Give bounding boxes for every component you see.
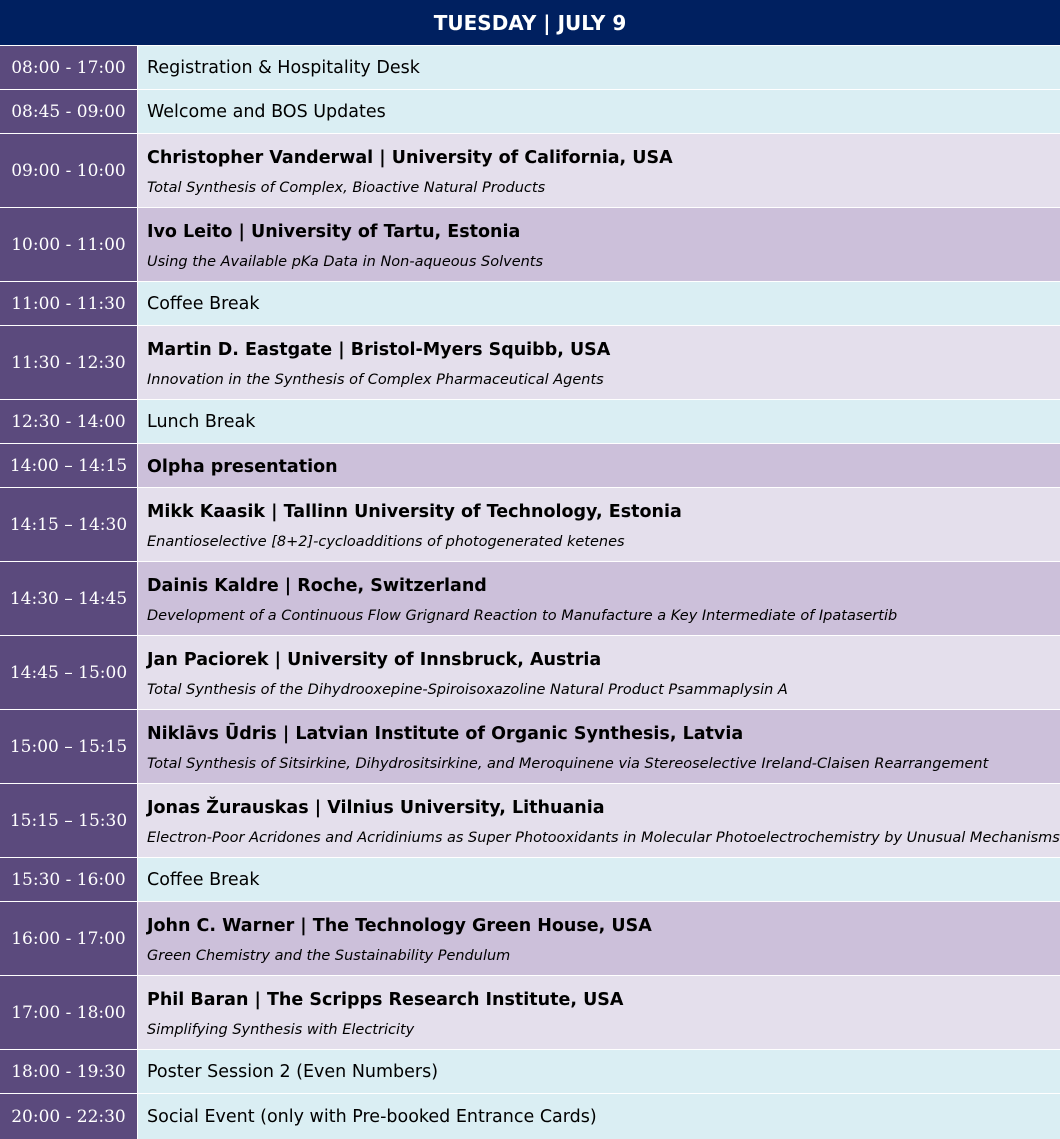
speaker-name: Niklāvs Ūdris | Latvian Institute of Organic Synthesis, Latvia [147, 723, 744, 744]
time-slot: 20:00 - 22:30 [0, 1094, 138, 1139]
speaker-name: Christopher Vanderwal | University of California, USA [147, 147, 673, 168]
session-cell [138, 90, 1060, 133]
schedule-row [0, 976, 1060, 1050]
time-slot: 10:00 - 11:00 [0, 208, 138, 281]
time-slot: 11:00 - 11:30 [0, 282, 138, 325]
schedule-table [0, 46, 1060, 1139]
time-slot: 12:30 - 14:00 [0, 400, 138, 443]
schedule-row [0, 90, 1060, 134]
session-cell [138, 400, 1060, 443]
speaker-name: Dainis Kaldre | Roche, Switzerland [147, 575, 487, 596]
time-slot: 17:00 - 18:00 [0, 976, 138, 1049]
session-cell [138, 784, 1060, 857]
time-slot: 14:00 – 14:15 [0, 444, 138, 487]
session-title: Poster Session 2 (Even Numbers) [147, 1061, 439, 1082]
schedule-row [0, 282, 1060, 326]
session-cell [138, 282, 1060, 325]
time-slot: 15:15 – 15:30 [0, 784, 138, 857]
schedule-day-header [0, 0, 1060, 46]
speaker-name: Mikk Kaasik | Tallinn University of Technology, Estonia [147, 501, 682, 522]
session-cell [138, 134, 1060, 207]
time-slot: 08:45 - 09:00 [0, 90, 138, 133]
session-cell [138, 326, 1060, 399]
session-title: Registration & Hospitality Desk [147, 57, 420, 78]
session-cell [138, 902, 1060, 975]
session-cell [138, 1094, 1060, 1139]
schedule-row [0, 710, 1060, 784]
session-title: Olpha presentation [147, 456, 338, 477]
talk-title: Total Synthesis of Complex, Bioactive Natural Products [147, 179, 546, 196]
schedule-row [0, 444, 1060, 488]
speaker-name: Jan Paciorek | University of Innsbruck, Austria [147, 649, 602, 670]
session-cell [138, 444, 1060, 487]
session-title: Social Event (only with Pre-booked Entrance Cards) [147, 1106, 597, 1127]
talk-title: Using the Available pKa Data in Non-aqueous Solvents [147, 253, 544, 270]
talk-title: Enantioselective [8+2]-cycloadditions of photogenerated ketenes [147, 533, 625, 550]
time-slot: 16:00 - 17:00 [0, 902, 138, 975]
schedule-row [0, 1094, 1060, 1139]
time-slot: 09:00 - 10:00 [0, 134, 138, 207]
talk-title: Green Chemistry and the Sustainability Pendulum [147, 947, 511, 964]
talk-title: Innovation in the Synthesis of Complex Pharmaceutical Agents [147, 371, 604, 388]
session-cell [138, 636, 1060, 709]
session-cell [138, 562, 1060, 635]
time-slot: 08:00 - 17:00 [0, 46, 138, 89]
talk-title: Simplifying Synthesis with Electricity [147, 1021, 415, 1038]
time-slot: 14:45 – 15:00 [0, 636, 138, 709]
talk-title: Total Synthesis of Sitsirkine, Dihydrositsirkine, and Meroquinene via Stereoselective Ireland-Claisen Rearrangement [147, 755, 989, 772]
session-title: Lunch Break [147, 411, 256, 432]
schedule-row [0, 208, 1060, 282]
session-cell [138, 208, 1060, 281]
session-cell [138, 976, 1060, 1049]
page-title: TUESDAY | JULY 9 [433, 10, 627, 35]
talk-title: Electron-Poor Acridones and Acridiniums as Super Photooxidants in Molecular Photoelectrochemistry by Unusual Mechanisms [147, 829, 1060, 846]
speaker-name: Martin D. Eastgate | Bristol-Myers Squibb, USA [147, 339, 611, 360]
time-slot: 15:00 – 15:15 [0, 710, 138, 783]
time-slot: 14:15 – 14:30 [0, 488, 138, 561]
speaker-name: Ivo Leito | University of Tartu, Estonia [147, 221, 521, 242]
speaker-name: Phil Baran | The Scripps Research Institute, USA [147, 989, 624, 1010]
schedule-row [0, 784, 1060, 858]
schedule-row [0, 134, 1060, 208]
time-slot: 15:30 - 16:00 [0, 858, 138, 901]
schedule-row [0, 46, 1060, 90]
session-cell [138, 710, 1060, 783]
schedule-row [0, 562, 1060, 636]
speaker-name: John C. Warner | The Technology Green House, USA [147, 915, 652, 936]
session-cell [138, 1050, 1060, 1093]
schedule-row [0, 902, 1060, 976]
talk-title: Development of a Continuous Flow Grignard Reaction to Manufacture a Key Intermediate of Ipatasertib [147, 607, 898, 624]
time-slot: 11:30 - 12:30 [0, 326, 138, 399]
time-slot: 14:30 – 14:45 [0, 562, 138, 635]
session-title: Welcome and BOS Updates [147, 101, 386, 122]
session-cell [138, 858, 1060, 901]
session-cell [138, 46, 1060, 89]
session-cell [138, 488, 1060, 561]
schedule-row [0, 326, 1060, 400]
schedule-row [0, 1050, 1060, 1094]
schedule-row [0, 858, 1060, 902]
session-title: Coffee Break [147, 869, 260, 890]
schedule-row [0, 488, 1060, 562]
talk-title: Total Synthesis of the Dihydrooxepine-Spiroisoxazoline Natural Product Psammaplysin A [147, 681, 788, 698]
schedule-row [0, 636, 1060, 710]
schedule-row [0, 400, 1060, 444]
speaker-name: Jonas Žurauskas | Vilnius University, Lithuania [147, 797, 605, 818]
time-slot: 18:00 - 19:30 [0, 1050, 138, 1093]
session-title: Coffee Break [147, 293, 260, 314]
